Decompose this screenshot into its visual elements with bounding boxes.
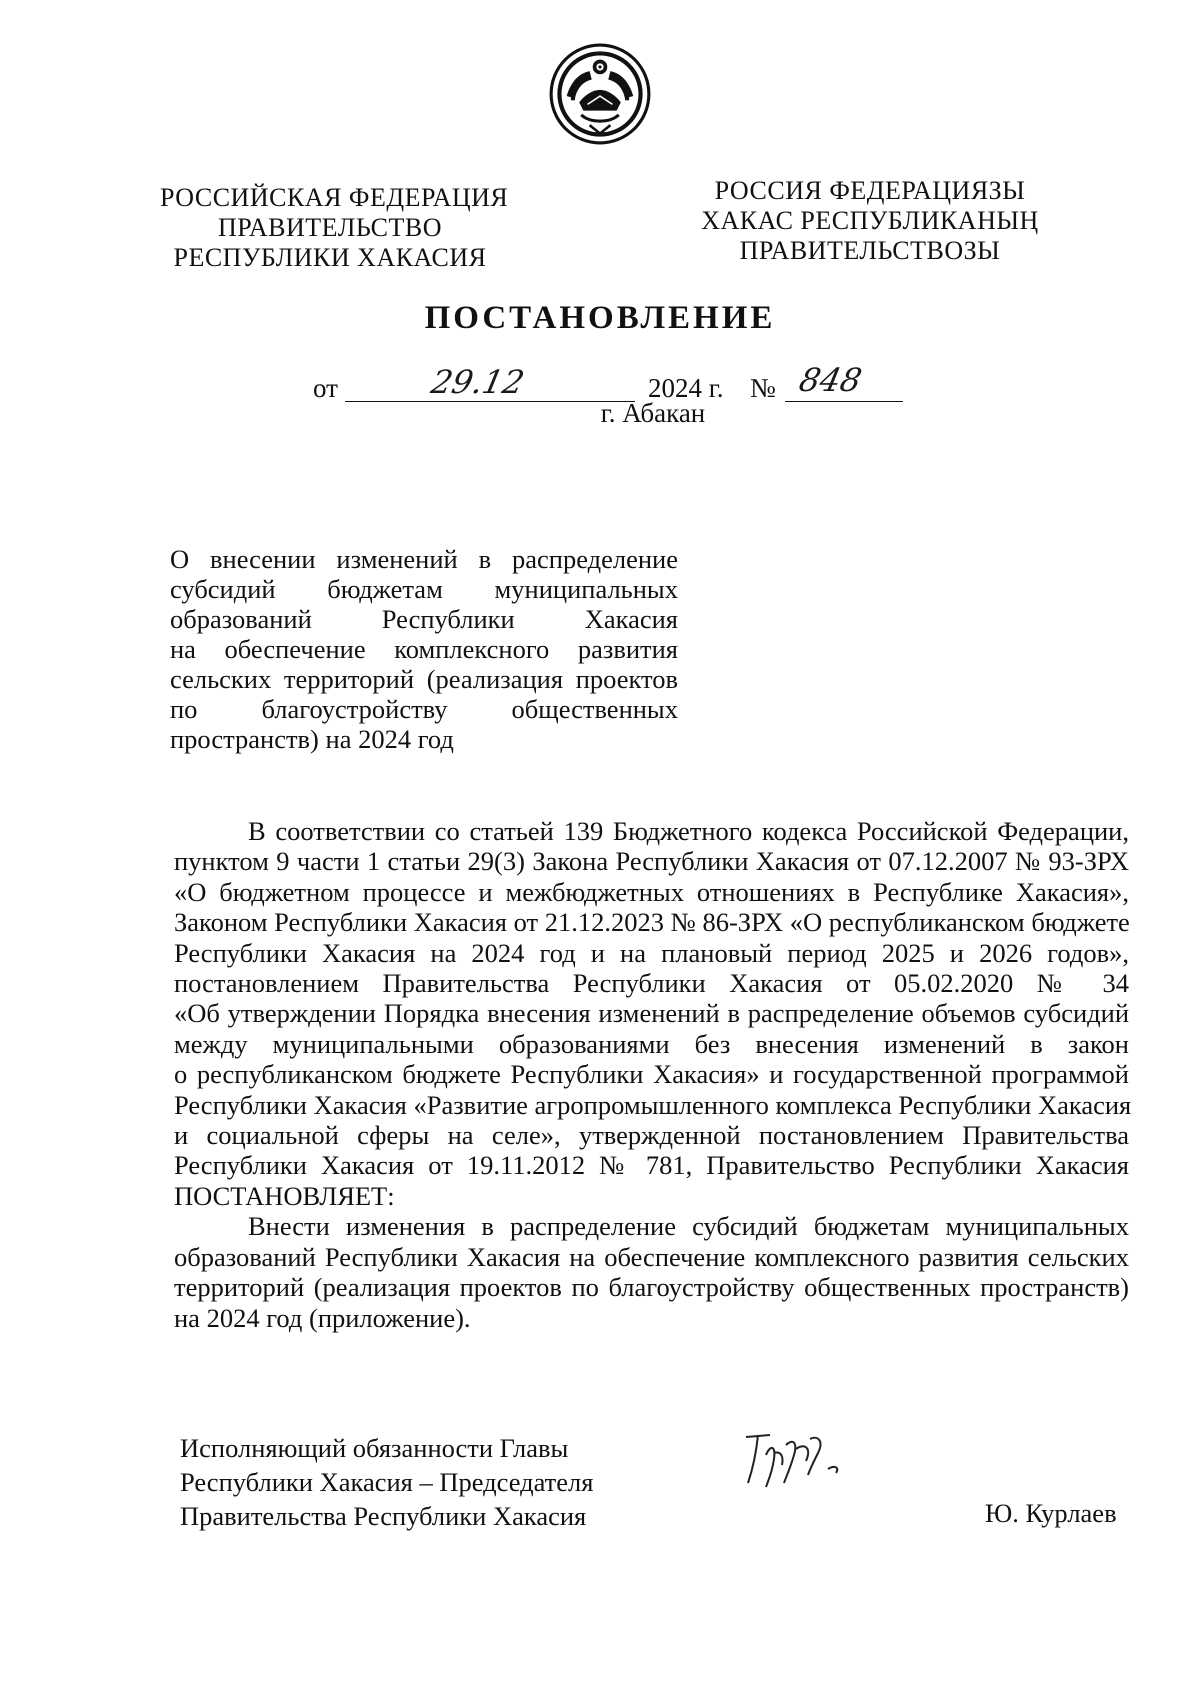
- body-line: территорий (реализация проектов по благоустройству общественных пространств): [174, 1272, 1129, 1303]
- body-line: и социальной сферы на селе», утвержденной постановлением Правительства: [174, 1120, 1129, 1151]
- body-line: между муниципальными образованиями без внесения изменений в закон: [174, 1028, 1129, 1059]
- header-left-line-3: РЕСПУБЛИКИ ХАКАСИЯ: [173, 243, 487, 272]
- subject-line: пространств) на 2024 год: [170, 724, 454, 754]
- subject-line: на обеспечение комплексного развития: [170, 634, 678, 664]
- subject-line: сельских территорий (реализация проектов: [170, 664, 678, 694]
- subject-line: О внесении изменений в распределение: [170, 544, 678, 574]
- signatory-position-line: Правительства Республики Хакасия: [180, 1501, 587, 1531]
- handwritten-signature: [740, 1425, 860, 1495]
- body-line: В соответствии со статьей 139 Бюджетного кодекса Российской Федерации,: [248, 816, 1129, 846]
- body-line: Республики Хакасия «Развитие агропромышленного комплекса Республики Хакасия: [174, 1089, 1132, 1120]
- header-right-line-2: ХАКАС РЕСПУБЛИКАНЫҢ: [701, 206, 1039, 235]
- subject-line: по благоустройству общественных: [170, 694, 678, 724]
- date-number-line: [0, 363, 1200, 403]
- body-line: образований Республики Хакасия на обеспечение комплексного развития сельских: [174, 1241, 1129, 1272]
- document-body: [174, 816, 1132, 1333]
- body-line: Республики Хакасия на 2024 год и на плановый период 2025 и 2026 годов»,: [174, 937, 1129, 968]
- header-right-line-3: ПРАВИТЕЛЬСТВОЗЫ: [739, 236, 1001, 265]
- signatory-position: [180, 1431, 593, 1533]
- body-line: Внести изменения в распределение субсидий бюджетам муниципальных: [248, 1211, 1129, 1242]
- header-left-line-1: РОССИЙСКАЯ ФЕДЕРАЦИЯ: [160, 183, 509, 212]
- body-line: «О бюджетном процессе и межбюджетных отношениях в Республике Хакасия»,: [174, 876, 1129, 907]
- header-left-block: [160, 183, 509, 273]
- body-line: «Об утверждении Порядка внесения изменений в распределение объемов субсидий: [174, 998, 1129, 1029]
- header-left-line-2: ПРАВИТЕЛЬСТВО: [218, 213, 442, 242]
- signer-name: Ю. Курлаев: [985, 1498, 1117, 1528]
- signatory-position-line: Исполняющий обязанности Главы: [180, 1433, 569, 1463]
- body-line: на 2024 год (приложение).: [174, 1302, 471, 1333]
- city-name: г. Абакан: [600, 398, 706, 428]
- header-right-line-1: РОССИЯ ФЕДЕРАЦИЯЗЫ: [714, 176, 1026, 205]
- body-line: ПОСТАНОВЛЯЕТ:: [174, 1180, 395, 1211]
- document-subject: [170, 544, 678, 754]
- handwritten-number: 848: [795, 361, 866, 399]
- body-line: пунктом 9 части 1 статьи 29(3) Закона Республики Хакасия от 07.12.2007 № 93-ЗРХ: [174, 846, 1129, 877]
- number-sign: №: [750, 373, 776, 403]
- date-prefix: от: [313, 373, 338, 403]
- coat-of-arms-emblem: [548, 42, 652, 146]
- year-label: 2024 г.: [648, 373, 724, 403]
- subject-line: субсидий бюджетам муниципальных: [170, 574, 678, 604]
- header-right-block: [690, 176, 1050, 266]
- signatory-position-line: Республики Хакасия – Председателя: [180, 1467, 594, 1497]
- document-title: ПОСТАНОВЛЕНИЕ: [424, 300, 776, 336]
- handwritten-date: 29.12: [427, 363, 528, 401]
- body-line: Республики Хакасия от 19.11.2012 № 781, Правительство Республики Хакасия: [174, 1150, 1129, 1181]
- subject-line: образований Республики Хакасия: [170, 604, 678, 634]
- body-line: Законом Республики Хакасия от 21.12.2023 № 86-ЗРХ «О республиканском бюджете: [174, 907, 1130, 938]
- body-line: о республиканском бюджете Республики Хакасия» и государственной программой: [174, 1059, 1129, 1090]
- body-line: постановлением Правительства Республики Хакасия от 05.02.2020 № 34: [174, 968, 1129, 999]
